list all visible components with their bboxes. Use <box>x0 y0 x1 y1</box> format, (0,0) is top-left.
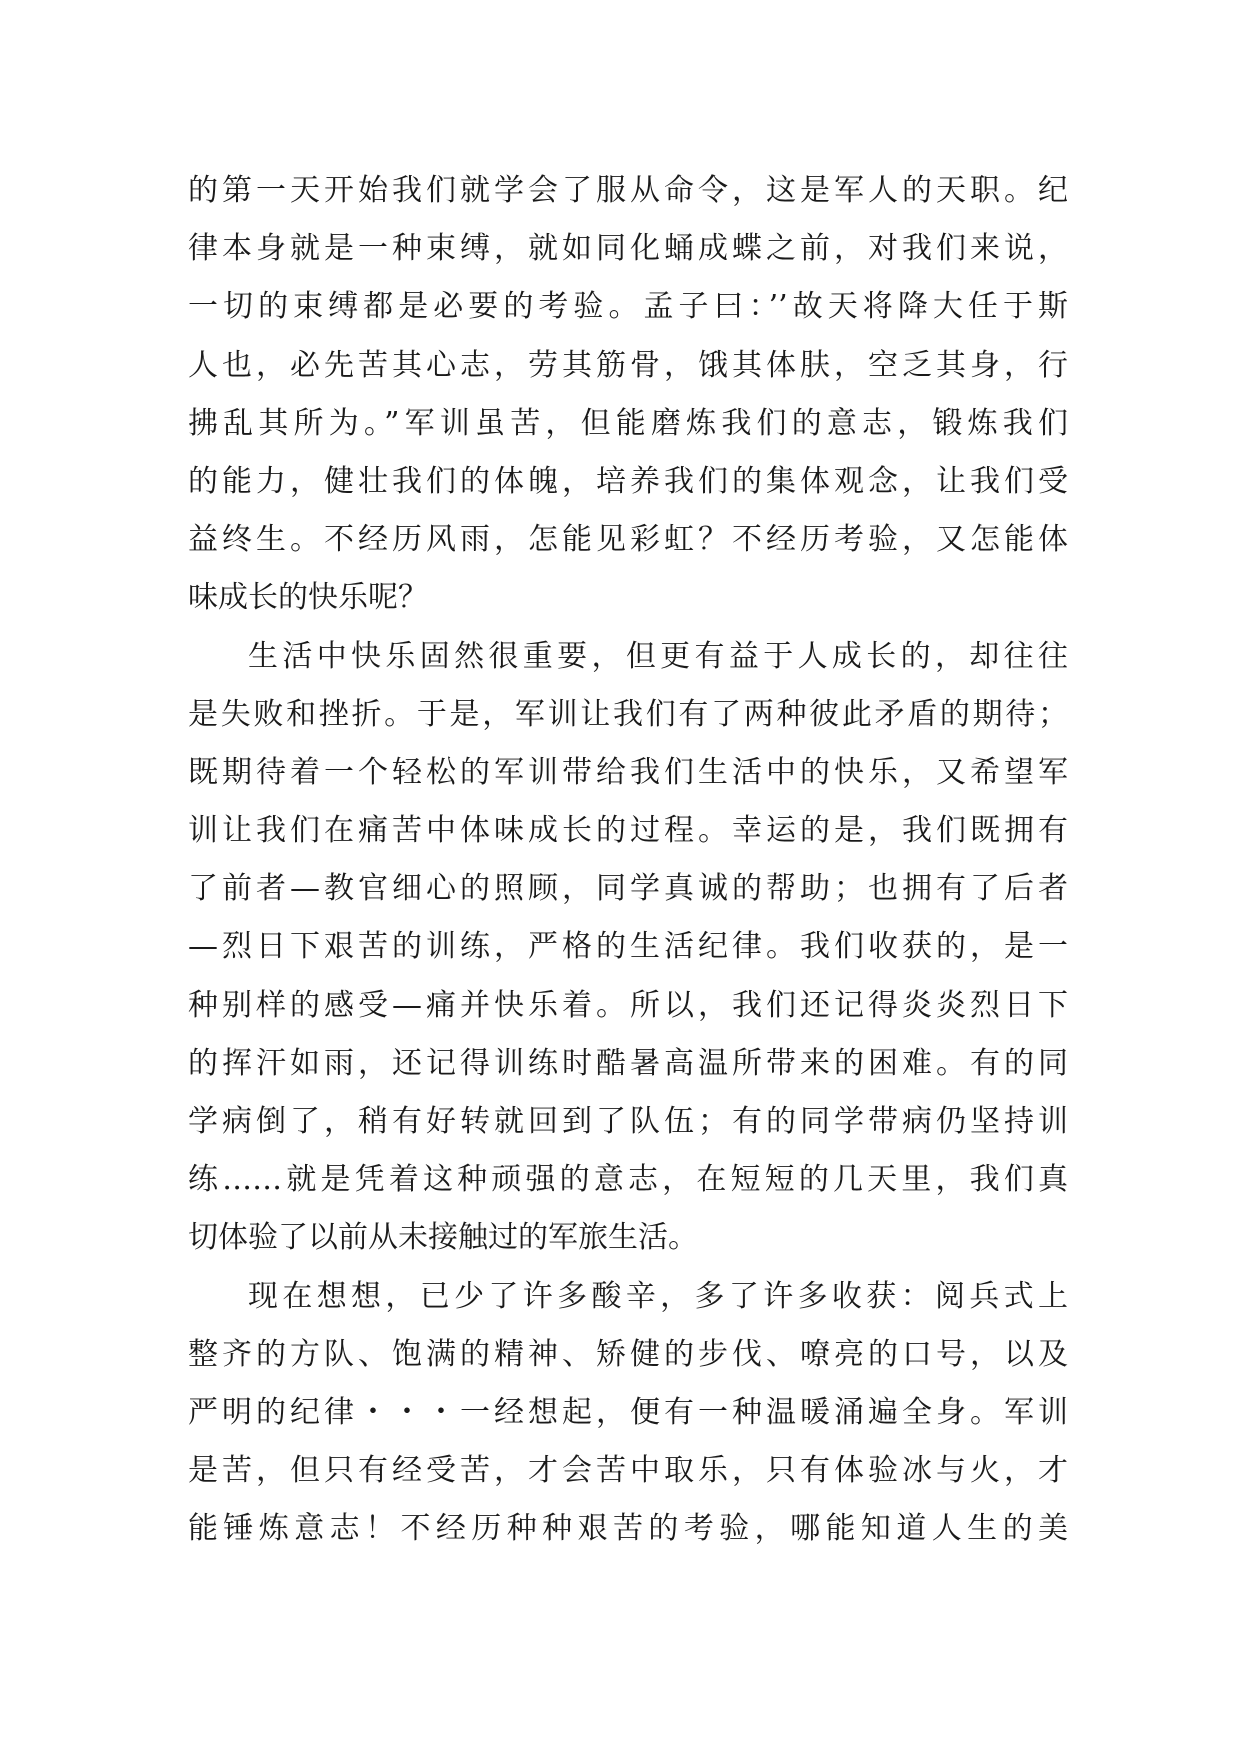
text-line: 的挥汗如雨，还记得训练时酷暑高温所带来的困难。有的同 <box>188 1045 1068 1081</box>
text-line: 的能力，健壮我们的体魄，培养我们的集体观念，让我们受 <box>188 463 1068 499</box>
text-line: 拂乱其所为。”军训虽苦，但能磨炼我们的意志，锻炼我们 <box>188 405 1068 441</box>
text-line: 味成长的快乐呢？ <box>188 580 428 616</box>
text-line: 的第一天开始我们就学会了服从命令，这是军人的天职。纪 <box>188 173 1068 208</box>
text-line: 现在想想，已少了许多酸辛，多了许多收获：阅兵式上 <box>248 1278 1068 1314</box>
text-line: 学病倒了，稍有好转就回到了队伍；有的同学带病仍坚持训 <box>188 1104 1068 1139</box>
paragraph-2 <box>188 628 1068 1268</box>
text-line: 整齐的方队、饱满的精神、矫健的步伐、嘹亮的口号，以及 <box>188 1336 1068 1372</box>
text-line: 生活中快乐固然很重要，但更有益于人成长的，却往往 <box>248 638 1068 674</box>
text-line: 既期待着一个轻松的军训带给我们生活中的快乐，又希望军 <box>188 754 1068 790</box>
text-line: 练……就是凭着这种顽强的意志，在短短的几天里，我们真 <box>188 1162 1068 1198</box>
text-line: 种别样的感受—痛并快乐着。所以，我们还记得炎炎烈日下 <box>188 987 1068 1023</box>
text-line: 是苦，但只有经受苦，才会苦中取乐，只有体验冰与火，才 <box>188 1453 1068 1489</box>
text-line: —烈日下艰苦的训练，严格的生活纪律。我们收获的，是一 <box>188 929 1068 965</box>
text-line: 严明的纪律・・・一经想起，便有一种温暖涌遍全身。军训 <box>188 1394 1068 1430</box>
text-line: 益终生。不经历风雨，怎能见彩虹？不经历考验，又怎能体 <box>188 522 1068 558</box>
paragraph-1 <box>188 162 1068 628</box>
text-line: 一切的束缚都是必要的考验。孟子曰：’’故天将降大任于斯 <box>188 289 1068 325</box>
text-line: 人也，必先苦其心志，劳其筋骨，饿其体肤，空乏其身，行 <box>188 347 1068 383</box>
text-line: 律本身就是一种束缚，就如同化蛹成蝶之前，对我们来说， <box>188 231 1068 267</box>
paragraph-3 <box>188 1268 1068 1559</box>
text-line: 是失败和挫折。于是，军训让我们有了两种彼此矛盾的期待； <box>188 696 1068 732</box>
text-line: 切体验了以前从未接触过的军旅生活。 <box>188 1220 698 1256</box>
text-line: 能锤炼意志！不经历种种艰苦的考验，哪能知道人生的美 <box>188 1511 1068 1547</box>
text-line: 训让我们在痛苦中体味成长的过程。幸运的是，我们既拥有 <box>188 813 1068 849</box>
document-body <box>188 162 1068 1559</box>
text-line: 了前者—教官细心的照顾，同学真诚的帮助；也拥有了后者 <box>188 871 1068 907</box>
